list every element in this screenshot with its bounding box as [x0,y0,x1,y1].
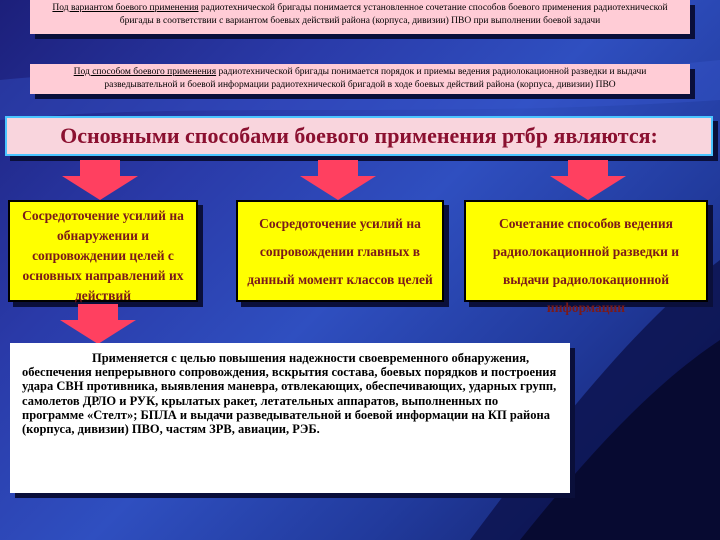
method-definition-text: радиотехнической бригады понимается порядок и приемы ведения радиолокационной разведки и выдачи разведывательной и боевой информации радиотехнической бригадой в ходе боевых действий района (корпуса, дивизии) ПВО [104,67,647,90]
method-card-main-directions: Сосредоточение усилий на обнаружении и сопровождении целей с основных направлений их действий [8,200,198,302]
variant-definition-text: радиотехнической бригады понимается установленное сочетание способов боевого применения радиотехнической бригады в соответствии с вариантом боевых действий района (корпуса, дивизии) ПВО при выполнении боевой задачи [119,3,668,26]
method-definition-box [30,64,690,94]
variant-term: Под вариантом боевого применения [52,3,199,13]
arrow-down-right [548,160,628,200]
application-description-box [10,343,570,493]
method-term: Под способом боевого применения [73,67,217,77]
arrow-down-left [60,160,140,200]
method-card-combination: Сочетание способов ведения радиолокационной разведки и выдачи радиолокационной информации [464,200,708,302]
variant-definition-box [30,0,690,34]
arrow-down-bottom [58,304,138,344]
main-heading: Основными способами боевого применения ртбр являются: [5,116,713,156]
arrow-down-middle [298,160,378,200]
method-card-main-classes: Сосредоточение усилий на сопровождении главных в данный момент классов целей [236,200,444,302]
application-description-text: Применяется с целью повышения надежности своевременного обнаружения, обеспечения непрерывного сопровождения, вскрытия состава, боевых порядков и построения удара СВН противника, выявления маневра, отвлекающих, обеспечивающих, ударных групп, самолетов ДРЛО и РУК, крылатых ракет, летательных аппаратов, выполненных по программе «Стелт»; БПЛА и выдачи разведывательной и боевой информации на КП района (корпуса, дивизии) ПВО, частям ЗРВ, авиации, РЭБ. [22,351,557,437]
